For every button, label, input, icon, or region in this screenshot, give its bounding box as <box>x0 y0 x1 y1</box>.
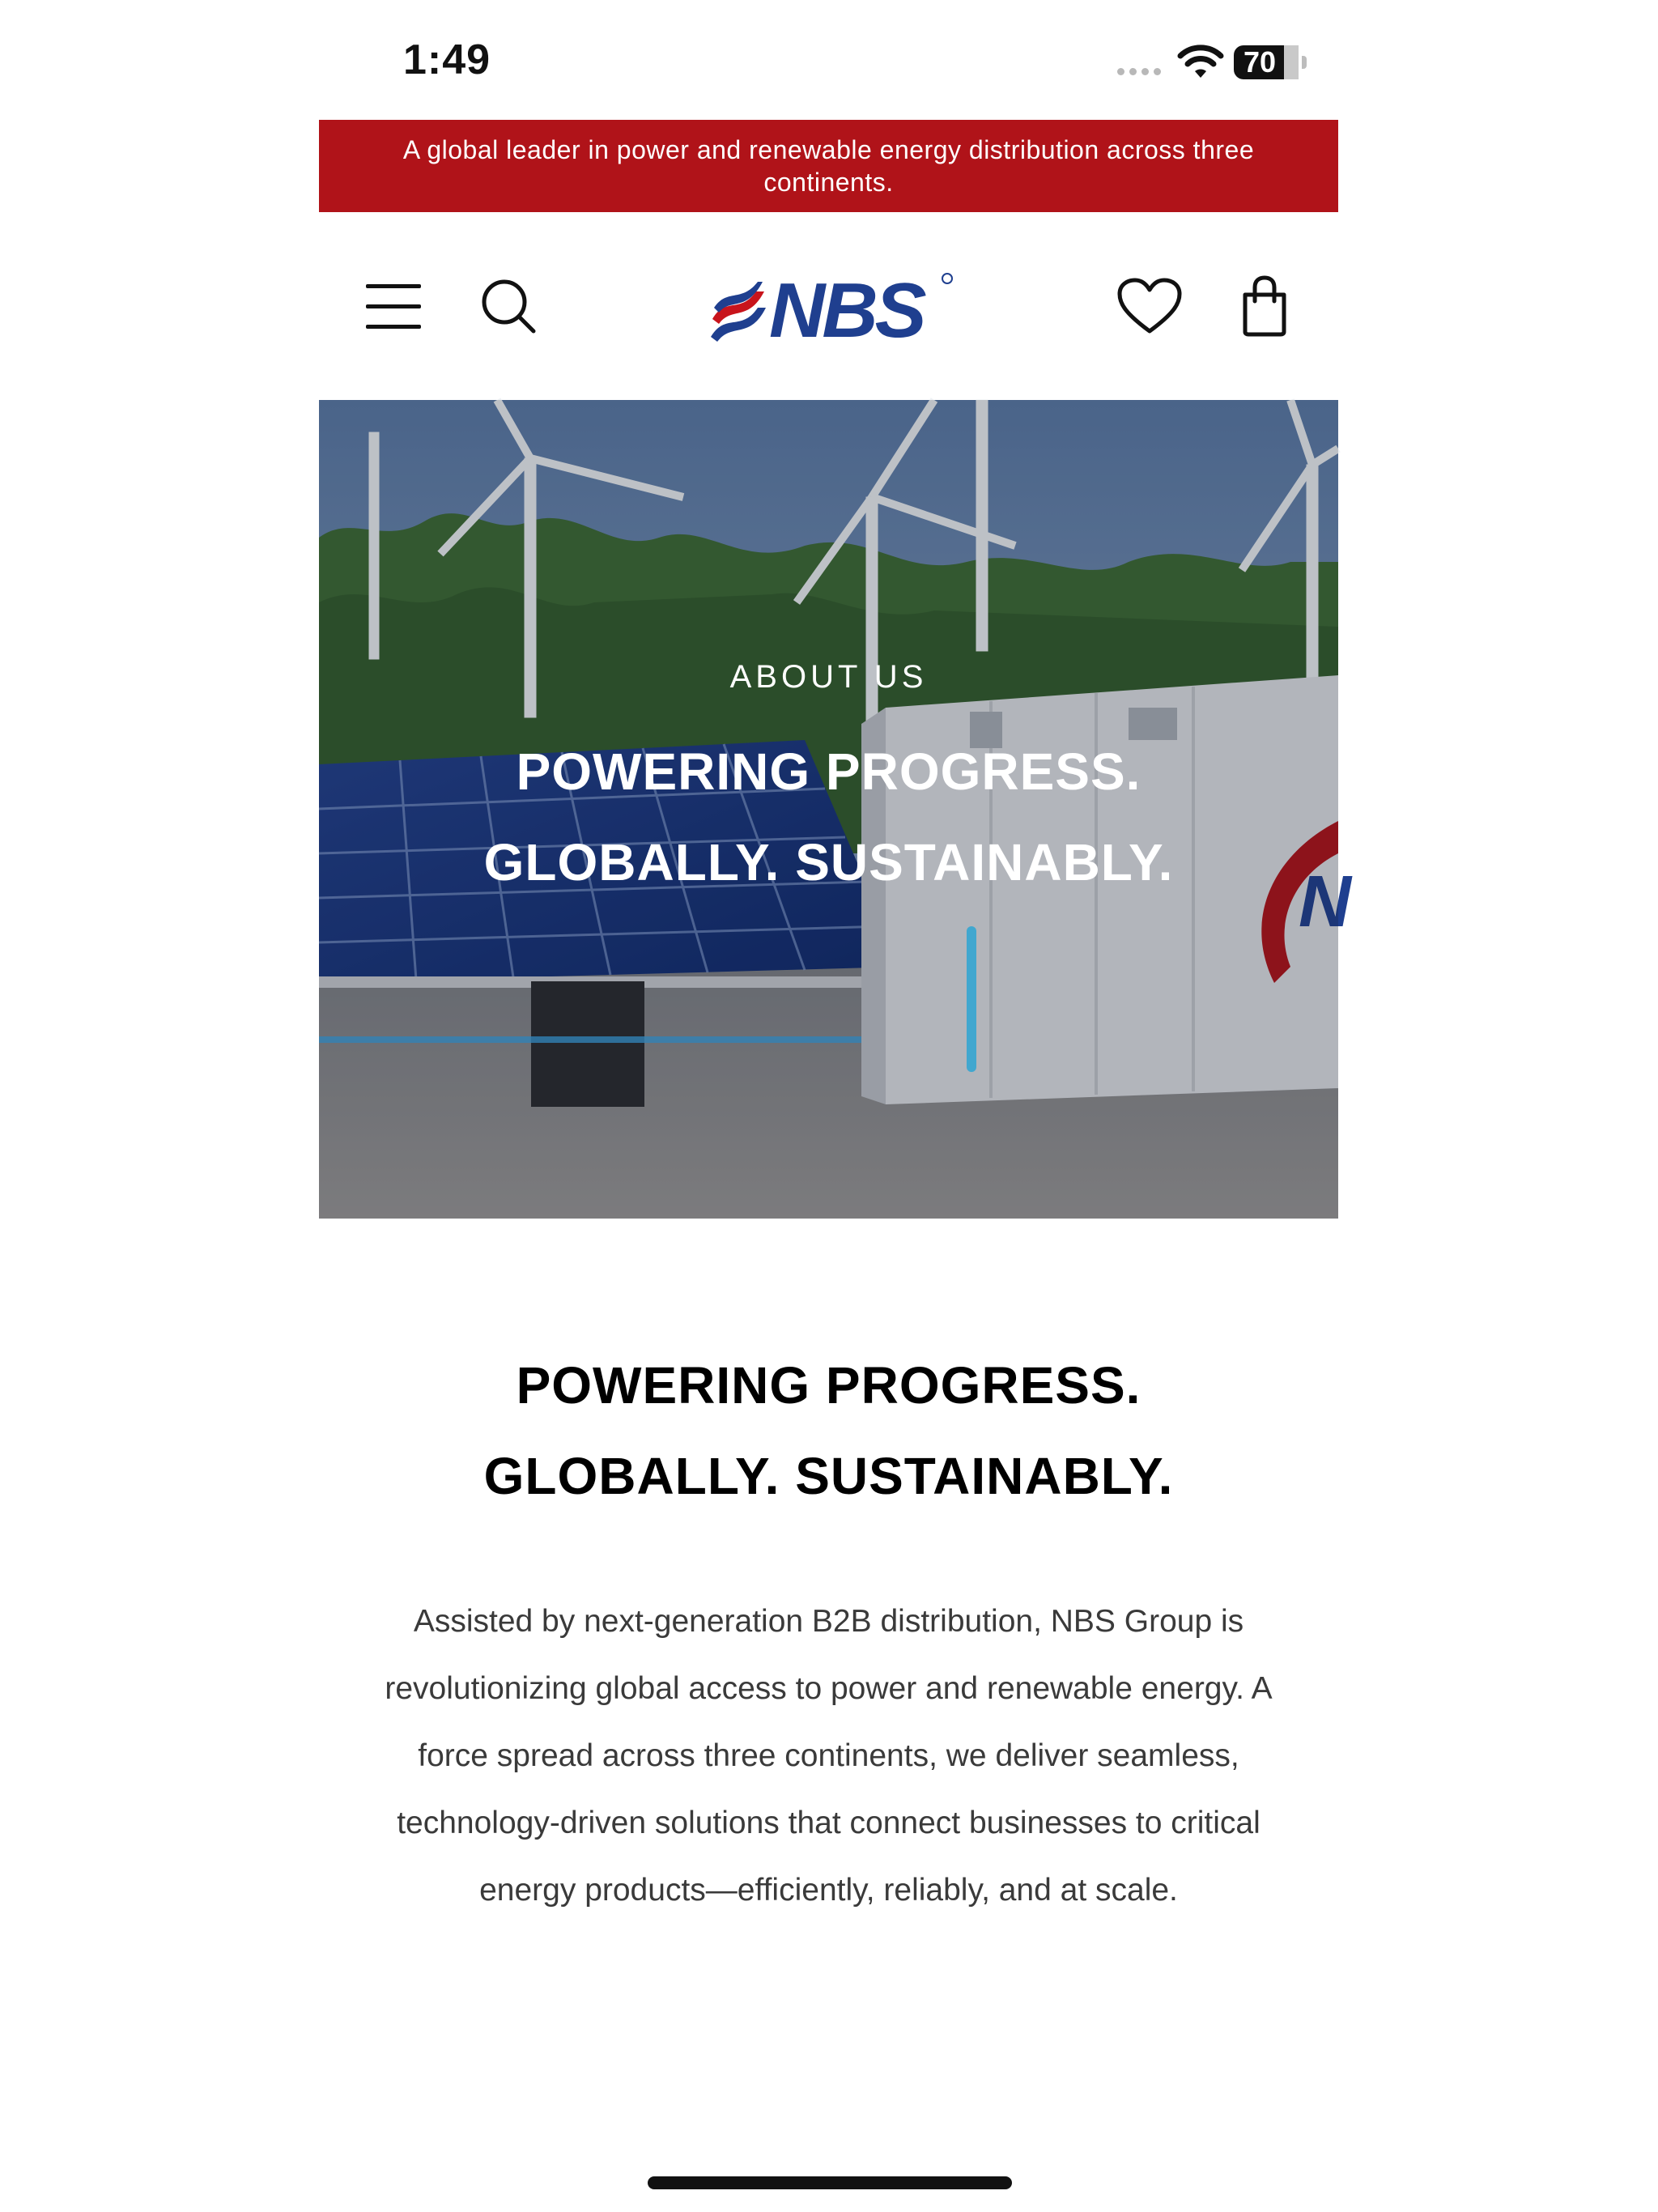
logo-swoosh-icon <box>711 282 766 342</box>
battery-icon <box>1234 45 1299 79</box>
search-button[interactable] <box>476 274 541 338</box>
battery-level: 70 <box>1243 45 1277 79</box>
hero-eyebrow: ABOUT US <box>729 659 928 695</box>
announcement-bar <box>319 120 1338 212</box>
cellular-signal-icon <box>1117 68 1161 75</box>
announcement-text: A global leader in power and renewable energy distribution across three continents. <box>402 135 1255 197</box>
shopping-bag-icon <box>1241 275 1288 337</box>
cart-button[interactable] <box>1232 274 1297 338</box>
search-icon <box>480 278 537 334</box>
wifi-icon <box>1177 45 1224 81</box>
about-body: Assisted by next-generation B2B distribution, NBS Group is revolutionizing global access to power and renewable energy. A force spread across three continents, we deliver seamless, technology-driven solutions that connect businesses to critical energy products—efficiently, reliably, and at scale. <box>385 1604 1273 1908</box>
page <box>319 120 1351 1924</box>
logo-text: NBS <box>769 267 924 354</box>
hero-title-line2: GLOBALLY. SUSTAINABLY. <box>483 833 1174 891</box>
heart-icon <box>1117 278 1182 334</box>
battery-nub <box>1302 56 1307 69</box>
hero-text <box>319 659 1338 908</box>
container-logo-text: N <box>1299 861 1351 942</box>
nbs-logo[interactable] <box>708 267 954 354</box>
about-section <box>319 1219 1338 1924</box>
hero-banner <box>319 400 1351 1219</box>
home-indicator[interactable] <box>648 2176 1012 2189</box>
about-title-line2: GLOBALLY. SUSTAINABLY. <box>483 1447 1174 1505</box>
site-header <box>319 212 1338 400</box>
about-title-line1: POWERING PROGRESS. <box>516 1356 1141 1414</box>
status-time: 1:49 <box>403 36 491 83</box>
hamburger-menu-icon <box>364 283 423 330</box>
menu-button[interactable] <box>361 274 426 338</box>
hero-title-line1: POWERING PROGRESS. <box>516 742 1141 801</box>
status-bar <box>0 0 1658 121</box>
wishlist-button[interactable] <box>1117 274 1182 338</box>
